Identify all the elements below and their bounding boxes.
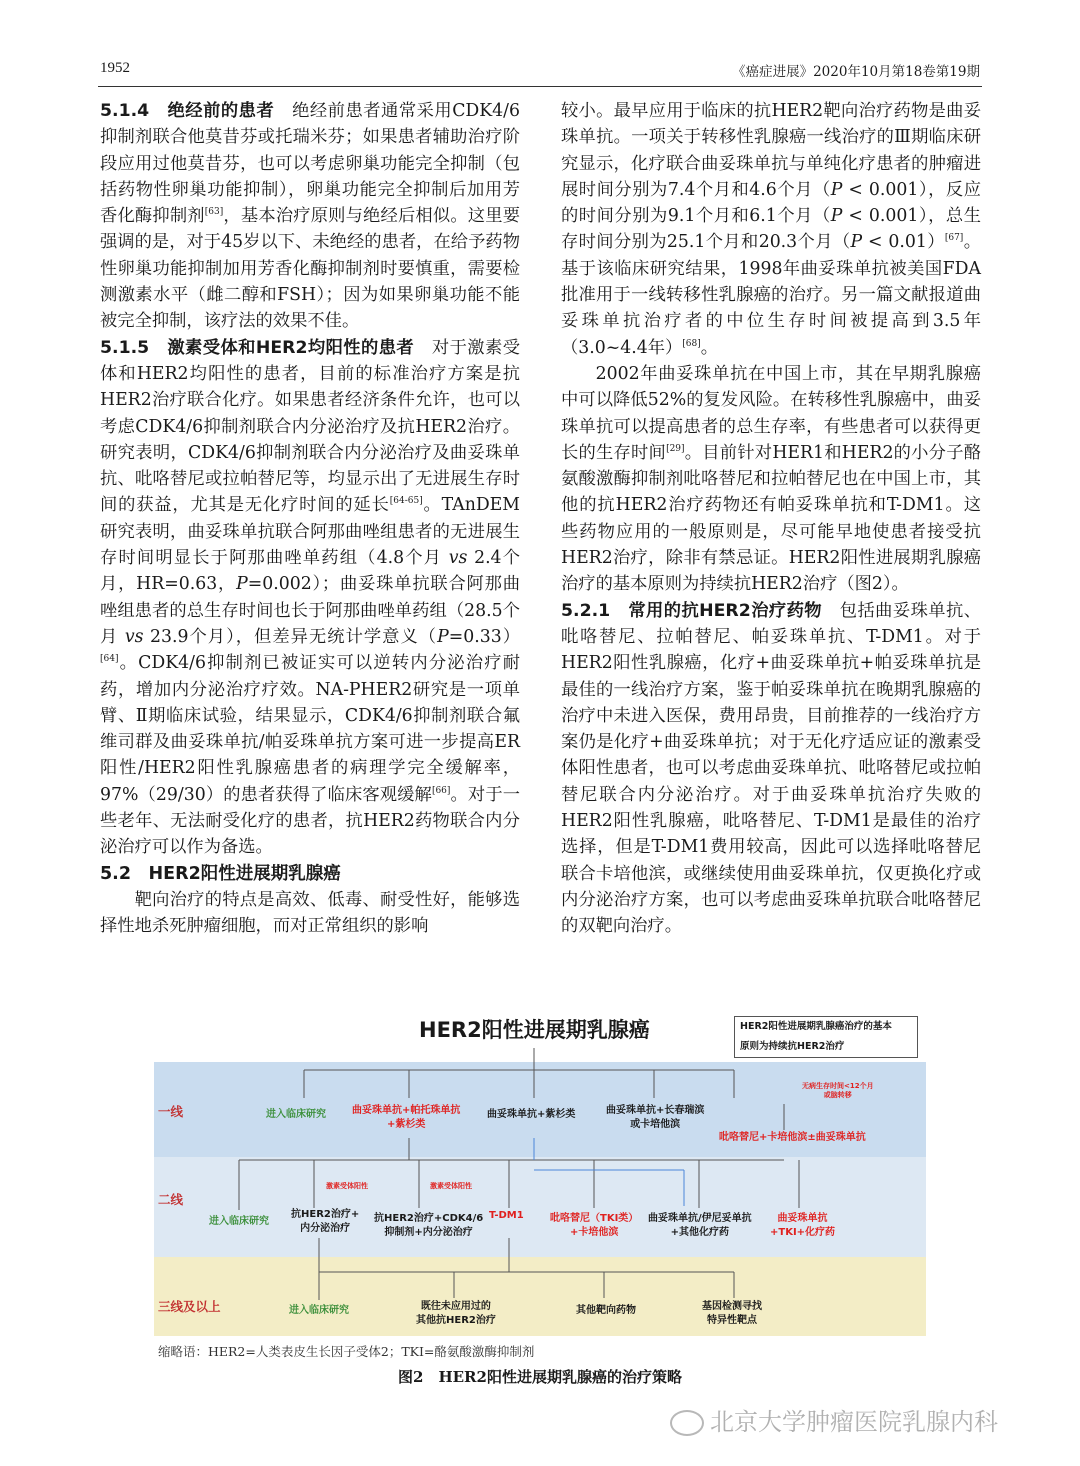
journal-header: 《癌症进展》2020年10月第18卷第19期 [732,64,980,80]
paragraph-2 [561,361,981,598]
section-5-1-4-text-2: ，基本治疗原则与绝经后相似。这里要强调的是，对于45岁以下、未绝经的患者，在给予药物性卵巢功能抑制加用芳香化酶抑制剂时要慎重，需要检测激素水平（雌二醇和FSH）；因为如果卵巢功能不能被完全抑制，该疗法的效果不佳。 [100,206,520,332]
node-line: 内分泌治疗 [300,1223,351,1234]
node-line: +紫杉类 [387,1119,426,1130]
figure-principle-note [734,1016,918,1058]
body-text: 2.4个月，HR=0.63， [100,548,520,595]
node-trastuzumab-pertuzumab-taxane [352,1104,460,1132]
node-line: 无病生存时间<12个月 [802,1082,874,1090]
reference: [67] [944,233,964,244]
reference: [64-65] [389,496,423,507]
figure-caption: 图2 HER2阳性进展期乳腺癌的治疗策略 [398,1368,682,1386]
figure-title: HER2阳性进展期乳腺癌 [419,1018,650,1042]
node-line: 抗HER2治疗+ [291,1209,360,1220]
p-italic: P [830,179,843,200]
section-5-1-4 [100,98,520,335]
node-line: 基因检测寻找 [702,1301,762,1312]
paragraph-1 [561,98,981,361]
p-italic: P [850,232,863,253]
node-antiher2-cdk46-endocrine [374,1212,483,1240]
level-first-line: 一线 [158,1104,184,1119]
node-trastuzumab-inetetamab-chemo [648,1212,752,1240]
section-5-2-1-text: 包括曲妥珠单抗、吡咯替尼、拉帕替尼、帕妥珠单抗、T-DM1。对于HER2阳性乳腺癌，化疗+曲妥珠单抗+帕妥珠单抗是最佳的一线治疗方案，鉴于帕妥珠单抗在晚期乳腺癌的治疗中未进入医保，费用昂贵，目前推荐的一线治疗方案仍是化疗+曲妥珠单抗；对于无化疗适应证的激素受体阳性患者，也可以考虑曲妥珠单抗、吡咯替尼或拉帕替尼联合内分泌治疗。对于曲妥珠单抗治疗失败的HER2阳性乳腺癌，吡咯替尼、T-DM1是最佳的治疗选择，但是T-DM1费用较高，因此可以选择吡咯替尼联合卡培他滨，或继续使用曲妥珠单抗，仅更换化疗或内分泌治疗方案，也可以考虑曲妥珠单抗联合吡咯替尼的双靶向治疗。 [561,600,981,937]
reference: [64] [100,654,119,665]
body-text: < 0.01） [862,232,945,253]
node-line: 其他抗HER2治疗 [416,1315,496,1326]
section-5-2-1-title: 5.2.1 常用的抗HER2治疗药物 [561,600,823,621]
body-text: 。对于一些老年、无法耐受化疗的患者，抗HER2药物联合内分泌治疗可以作为备选。 [100,784,520,858]
p-italic: P [236,574,248,595]
abbreviations: 缩略语：HER2=人类表皮生长因子受体2；TKI=酪氨酸激酶抑制剂 [158,1344,535,1359]
label-hr-positive-2: 激素受体阳性 [430,1182,472,1190]
watermark-text: 北京大学肿瘤医院乳腺内科 [710,1408,998,1436]
section-5-2-1 [561,598,981,940]
reference: [66] [431,785,451,796]
body-text: 。 [700,337,719,358]
right-column [561,98,981,940]
body-text: < 0.001），总生存时间分别为25.1个月和20.3个月（ [561,206,982,253]
label-hr-positive-1: 激素受体阳性 [326,1182,368,1190]
header-rule [98,86,982,87]
node-line: 抗HER2治疗+CDK4/6 [374,1213,484,1224]
note-line: 原则为持续抗HER2治疗 [740,1041,845,1052]
node-other-antiher2 [416,1300,496,1328]
level-third-line: 三线及以上 [158,1299,221,1314]
node-pyrotinib-capecitabine-first-line: 吡咯替尼+卡培他滨±曲妥珠单抗 [719,1132,866,1143]
node-line: 或卡培他滨 [630,1119,681,1130]
node-clinical-trial-3: 进入临床研究 [289,1305,349,1316]
section-5-1-4-text: 绝经前患者通常采用CDK4/6抑制剂联合他莫昔芬或托瑞米芬；如果患者辅助治疗阶段应用过他莫昔芬，也可以考虑卵巢功能完全抑制（包括药物性卵巢功能抑制），卵巢功能完全抑制后加用芳香化酶抑制剂 [100,101,520,227]
node-line: 吡咯替尼（TKI类） [550,1213,639,1224]
page-number: 1952 [100,60,130,76]
body-text: 。目前针对HER1和HER2的小分子酪氨酸激酶抑制剂吡咯替尼和拉帕替尼也在中国上市，其他的抗HER2治疗药物还有帕妥珠单抗和T-DM1。这些药物应用的一般原则是，尽可能早地使患者接受抗HER2治疗，除非有禁忌证。HER2阳性进展期乳腺癌治疗的基本原则为持续抗HER2治疗（图2）。 [561,442,981,595]
node-gene-testing [702,1300,762,1328]
watermark [670,1402,998,1437]
node-clinical-trial-2: 进入临床研究 [209,1216,269,1227]
node-pyrotinib-tki-capecitabine [550,1212,638,1240]
reference: [63] [204,207,224,218]
vs-italic: vs [124,626,144,647]
wechat-icon [670,1410,704,1436]
level-second-line: 二线 [158,1192,184,1207]
node-line: 或脑转移 [823,1091,852,1099]
body-text: 。TAnDEM研究表明，曲妥珠单抗联合阿那曲唑组患者的无进展生存时间明显长于阿那曲唑单药组（4.8个月 [100,495,520,569]
section-5-1-5-title: 5.1.5 激素受体和HER2均阳性的患者 [100,337,415,358]
node-clinical-trial-1: 进入临床研究 [266,1109,326,1120]
node-line: 曲妥珠单抗+帕托珠单抗 [352,1105,461,1116]
reference: [29] [666,444,685,455]
node-line: +卡培他滨 [569,1227,619,1238]
left-column [100,98,520,940]
node-line: +TKI+化疗药 [770,1227,836,1238]
p-italic: P [830,206,843,227]
section-5-1-4-title: 5.1.4 绝经前的患者 [100,101,275,121]
reference: [68] [682,338,701,349]
node-line: 既往未应用过的 [420,1301,491,1312]
body-text: 。基于该临床研究结果，1998年曲妥珠单抗被美国FDA批准用于一线转移性乳腺癌的治疗。另一篇文献报道曲妥珠单抗治疗者的中位生存时间被提高到3.5年（3.0~4.4年） [561,232,981,358]
section-5-2-title: 5.2 HER2阳性进展期乳腺癌 [100,863,341,884]
node-trastuzumab-vinorelbine [606,1104,704,1132]
node-line: 曲妥珠单抗/伊尼妥单抗 [648,1213,752,1224]
node-line: +其他化疗药 [670,1227,730,1238]
node-line: 曲妥珠单抗 [777,1213,828,1224]
node-trastuzumab-taxane: 曲妥珠单抗+紫杉类 [487,1109,576,1120]
body-text: 。CDK4/6抑制剂已被证实可以逆转内分泌治疗耐药，增加内分泌治疗疗效。NA-PHER2研究是一项单臂、Ⅱ期临床试验，结果显示，CDK4/6抑制剂联合氟维司群及曲妥珠单抗/帕妥珠单抗方案可进一步提高ER阳性/HER2阳性乳腺癌患者的病理学完全缓解率，97%（29/30）的患者获得了临床客观缓解 [100,653,520,805]
flow-connectors [154,1010,926,1336]
body-text: 较小。最早应用于临床的抗HER2靶向治疗药物是曲妥珠单抗。一项关于转移性乳腺癌一线治疗的Ⅲ期临床研究显示，化疗联合曲妥珠单抗与单纯化疗患者的肿瘤进展时间分别为7.4个月和4.6个月（ [561,101,981,200]
treatment-strategy-figure [154,1010,926,1336]
node-other-targeted-drugs: 其他靶向药物 [576,1305,636,1316]
note-line: HER2阳性进展期乳腺癌治疗的基本 [740,1021,892,1032]
node-trastuzumab-tki-chemo [770,1212,835,1240]
body-text: < 0.001），反应的时间分别为9.1个月和6.1个月（ [561,179,982,227]
body-text: 2002年曲妥珠单抗在中国上市，其在早期乳腺癌中可以降低52%的复发风险。在转移性乳腺癌中，曲妥珠单抗可以提高患者的总生存率，有些患者可以获得更长的生存时间 [561,363,981,463]
node-antiher2-endocrine [291,1208,359,1236]
node-line: 曲妥珠单抗+长春瑞滨 [606,1105,705,1116]
p-italic: P [437,626,449,647]
body-text: =0.002）；曲妥珠单抗联合阿那曲唑组患者的总生存时间也长于阿那曲唑单药组（28.5个月 [100,574,521,647]
node-line: 特异性靶点 [707,1315,757,1326]
body-text: 对于激素受体和HER2均阳性的患者，目前的标准治疗方案是抗HER2治疗联合化疗。如果患者经济条件允许，也可以考虑CDK4/6抑制剂联合内分泌治疗及抗HER2治疗。研究表明，CDK4/6抑制剂联合内分泌治疗及曲妥珠单抗、吡咯替尼或拉帕替尼等，均显示出了无进展生存时间的获益，尤其是无化疗时间的延长 [100,337,520,516]
node-condition-note [802,1082,874,1100]
body-text: 23.9个月），但差异无统计学意义（ [143,626,438,647]
node-line: 抑制剂+内分泌治疗 [384,1227,473,1238]
vs-italic: vs [448,548,468,569]
section-5-2-text: 靶向治疗的特点是高效、低毒、耐受性好，能够选择性地杀死肿瘤细胞，而对正常组织的影响 [100,889,520,937]
section-5-1-5 [100,335,520,861]
node-tdm1: T-DM1 [489,1210,524,1221]
body-text: =0.33） [448,626,520,647]
